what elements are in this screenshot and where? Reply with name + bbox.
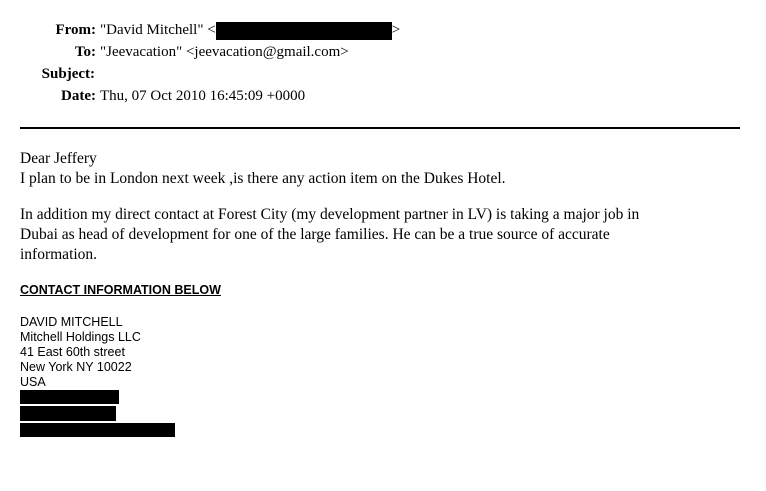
from-name: "David Mitchell" < [100,22,216,38]
date-row [0,87,305,105]
signature-line: DAVID MITCHELL [20,315,123,329]
redacted-contact-block [20,406,116,421]
redacted-contact-block [20,423,175,437]
from-label: From: [55,22,96,38]
header-divider [20,127,740,129]
signature-line: New York NY 10022 [20,360,132,374]
to-value: "Jeevacation" <jeevacation@gmail.com> [100,44,349,60]
body-para-2-line-3: information. [20,246,98,263]
signature-line: Mitchell Holdings LLC [20,330,141,344]
to-row [0,43,349,61]
date-value: Thu, 07 Oct 2010 16:45:09 +0000 [100,88,306,104]
body-para-2-line-2: Dubai as head of development for one of the large families. He can be a true source of accurate [20,226,610,243]
redacted-email-block [216,22,392,40]
body-para-2-line-1: In addition my direct contact at Forest City (my development partner in LV) is taking a major job in [20,206,640,223]
signature-line: USA [20,375,46,389]
contact-heading: CONTACT INFORMATION BELOW [20,283,221,297]
from-value [100,22,400,38]
redacted-contact-block [20,390,119,404]
greeting: Dear Jeffery [20,150,97,167]
signature-line: 41 East 60th street [20,345,125,359]
body-line-1: I plan to be in London next week ,is there any action item on the Dukes Hotel. [20,170,506,187]
from-row [0,21,400,40]
subject-label: Subject: [41,66,95,82]
signature-block [20,315,141,390]
from-close: > [391,22,401,38]
subject-row [0,65,99,83]
date-label: Date: [61,88,96,104]
to-label: To: [74,44,96,60]
